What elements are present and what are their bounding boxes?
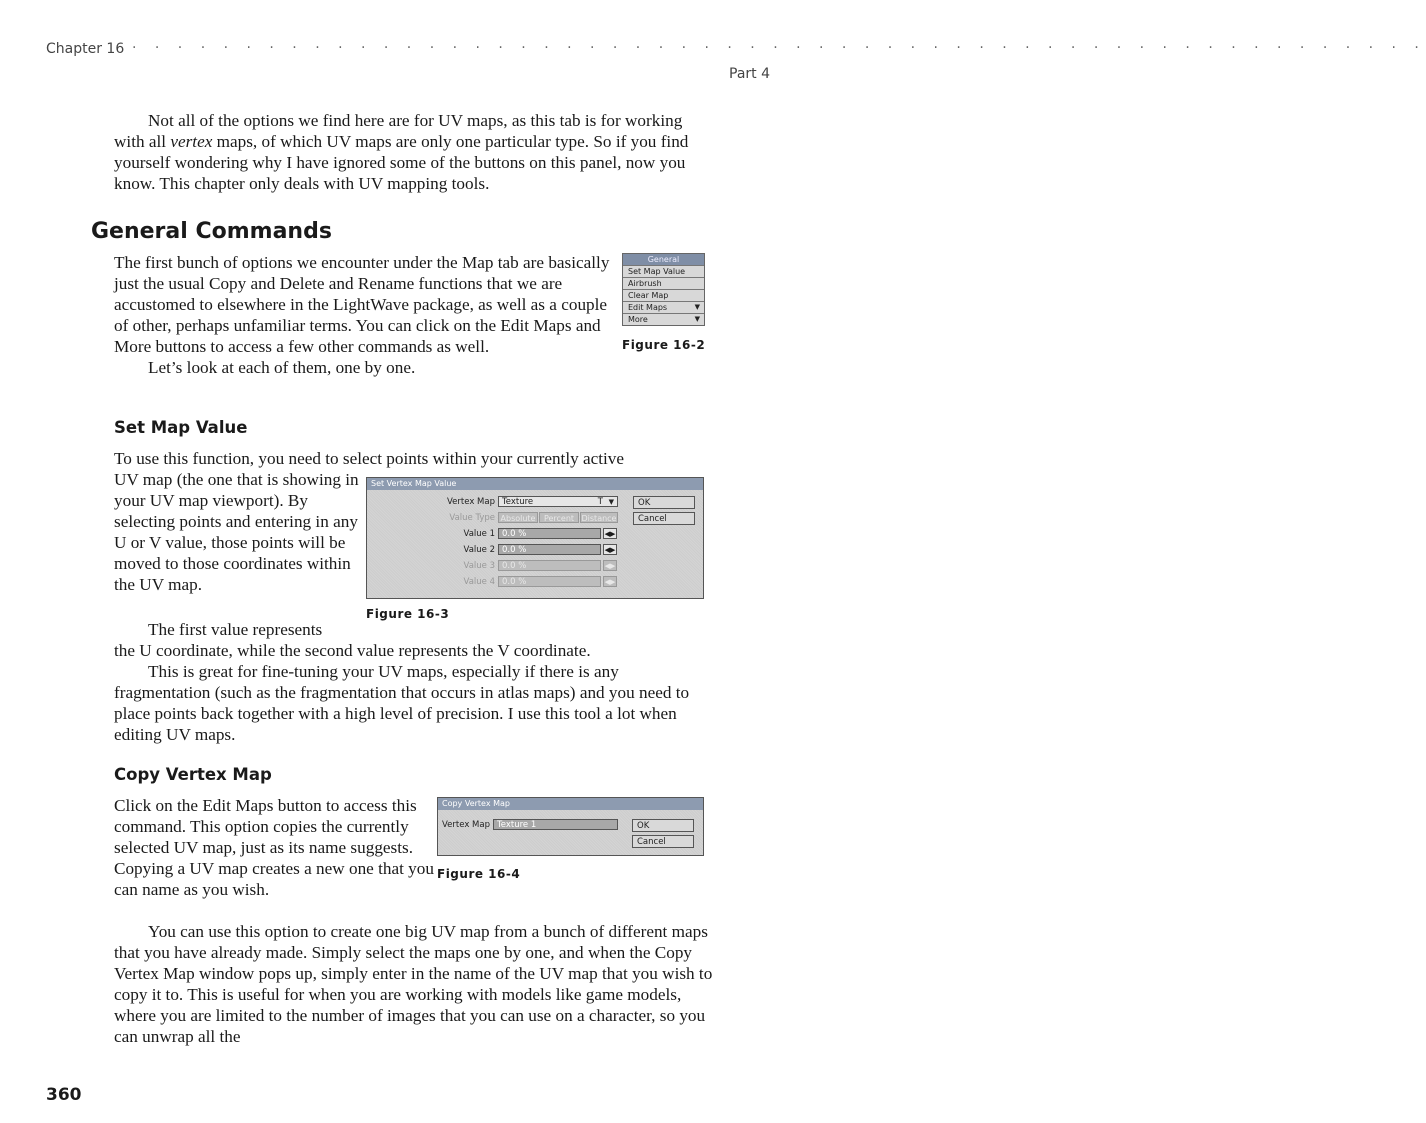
set-map-value-column-text: [114, 469, 364, 595]
subheading-set-map-value: Set Map Value: [114, 418, 248, 437]
clear-map-button[interactable]: [623, 289, 704, 301]
general-paragraph-1: The first bunch of options we encounter under the Map tab are basically just the usual Copy and Delete and Rename functions that we are accustomed to elsewhere in the LightWave package, as well as a couple of other, perhaps unfamiliar terms. You can click on the Edit Maps and More buttons to access a few other commands as well.: [114, 253, 610, 356]
value-1-label: Value 1: [463, 529, 495, 539]
dialog-title: Set Vertex Map Value: [367, 478, 703, 490]
value-3-label: Value 3: [463, 561, 495, 571]
vertex-map-select[interactable]: [498, 496, 618, 507]
set-map-value-paragraph-2-start: The first value represents: [148, 620, 323, 639]
vertex-map-name-input[interactable]: Texture 1: [493, 819, 618, 830]
set-map-value-label: Set Map Value: [628, 267, 686, 276]
value-type-label: Value Type: [449, 513, 495, 523]
header-dot-leader: · · · · · · · · · · · · · · · · · · · · · · · · · · · · · · · · · · · · · · · · · · · · · · · · · · · · · · · · ·: [132, 40, 1426, 56]
value-type-percent[interactable]: Percent: [539, 512, 579, 523]
value-4-stepper-icon[interactable]: ◀▶: [604, 578, 616, 586]
section-heading-general-commands: General Commands: [91, 219, 332, 244]
more-label: More: [628, 315, 648, 324]
value-2-label: Value 2: [463, 545, 495, 555]
vertex-map-label: Vertex Map: [442, 820, 490, 830]
dropdown-arrow-icon: ▼: [694, 303, 700, 311]
vertex-map-type: T: [597, 497, 603, 507]
copy-vertex-map-column-text: [114, 795, 434, 900]
set-vertex-map-value-dialog: [366, 477, 704, 599]
value-4-input[interactable]: 0.0 %: [498, 576, 601, 587]
part-label: Part 4: [729, 66, 770, 82]
figure-caption-16-4: Figure 16-4: [437, 867, 521, 881]
value-3-stepper-icon[interactable]: ◀▶: [604, 562, 616, 570]
intro-text-after: maps, of which UV maps are only one particular type. So if you find yourself wondering why I have ignored some of the buttons on this panel, now you know. This chapter only deals with UV mapping tools.: [114, 132, 689, 193]
chevron-down-icon: ▼: [608, 498, 614, 506]
ok-button[interactable]: OK: [633, 496, 695, 509]
vertex-map-label: Vertex Map: [447, 497, 495, 507]
dropdown-arrow-icon: ▼: [694, 315, 700, 323]
clear-map-label: Clear Map: [628, 291, 669, 300]
set-map-value-paragraph-2-rest: the U coordinate, while the second value represents the V coordinate.: [114, 641, 591, 660]
general-paragraph-2: Let’s look at each of them, one by one.: [148, 358, 416, 377]
airbrush-label: Airbrush: [628, 279, 662, 288]
intro-emphasis: vertex: [170, 132, 213, 151]
edit-maps-label: Edit Maps: [628, 303, 668, 312]
value-1-stepper-icon[interactable]: ◀▶: [604, 530, 616, 538]
value-3-input[interactable]: 0.0 %: [498, 560, 601, 571]
value-2-stepper-icon[interactable]: ◀▶: [604, 546, 616, 554]
value-2-input[interactable]: 0.0 %: [498, 544, 601, 555]
copy-vertex-map-paragraph-1: Click on the Edit Maps button to access this command. This option copies the currently selected UV map, just as its name suggests. Copying a UV map creates a new one that you can name as you wish.: [114, 796, 434, 899]
vertex-map-value: Texture: [502, 497, 534, 507]
copy-vertex-map-continued: [114, 921, 714, 1047]
general-command-panel: [622, 253, 705, 326]
page-number: 360: [46, 1085, 82, 1105]
subheading-copy-vertex-map: Copy Vertex Map: [114, 765, 272, 784]
copy-vertex-map-paragraph-2: You can use this option to create one big UV map from a bunch of different maps that you have already made. Simply select the maps one by one, and when the Copy Vertex Map window pops up, simply enter in the name of the UV map that you wish to copy it to. This is useful for when you are working with models like game models, where you are limited to the number of images that you can use on a character, so you can unwrap all the: [114, 922, 713, 1046]
intro-paragraph: [114, 110, 710, 194]
figure-caption-16-3: Figure 16-3: [366, 607, 450, 621]
cancel-button[interactable]: Cancel: [633, 512, 695, 525]
more-button[interactable]: [623, 313, 704, 325]
value-4-label: Value 4: [463, 577, 495, 587]
set-map-value-paragraph-3: This is great for fine-tuning your UV maps, especially if there is any fragmentation (such as the fragmentation that occurs in atlas maps) and you need to place points back together with a high level of precision. I use this tool a lot when editing UV maps.: [114, 662, 690, 744]
ok-button[interactable]: OK: [632, 819, 694, 832]
dialog-title: Copy Vertex Map: [438, 798, 703, 810]
value-1-input[interactable]: 0.0 %: [498, 528, 601, 539]
figure-caption-16-2: Figure 16-2: [622, 338, 706, 352]
value-type-distance[interactable]: Distance: [581, 514, 617, 523]
set-map-value-paragraph-line-1: To use this function, you need to select points within your currently active: [114, 449, 625, 468]
value-type-absolute[interactable]: Absolute: [498, 512, 538, 523]
airbrush-button[interactable]: [623, 277, 704, 289]
chapter-label: Chapter 16: [46, 41, 125, 57]
panel-title-general: General: [623, 254, 704, 265]
copy-vertex-map-dialog: [437, 797, 704, 856]
set-map-value-button[interactable]: [623, 265, 704, 277]
edit-maps-button[interactable]: [623, 301, 704, 313]
general-commands-text: [114, 252, 614, 378]
set-map-value-continued: [114, 619, 714, 745]
cancel-button[interactable]: Cancel: [632, 835, 694, 848]
intro-text-before: Not all of the options we find here are for UV maps, as this tab is for working with all: [114, 111, 683, 151]
set-map-value-paragraph-1: UV map (the one that is showing in your UV map viewport). By selecting points and entering in any U or V value, those points will be moved to those coordinates within the UV map.: [114, 470, 359, 594]
